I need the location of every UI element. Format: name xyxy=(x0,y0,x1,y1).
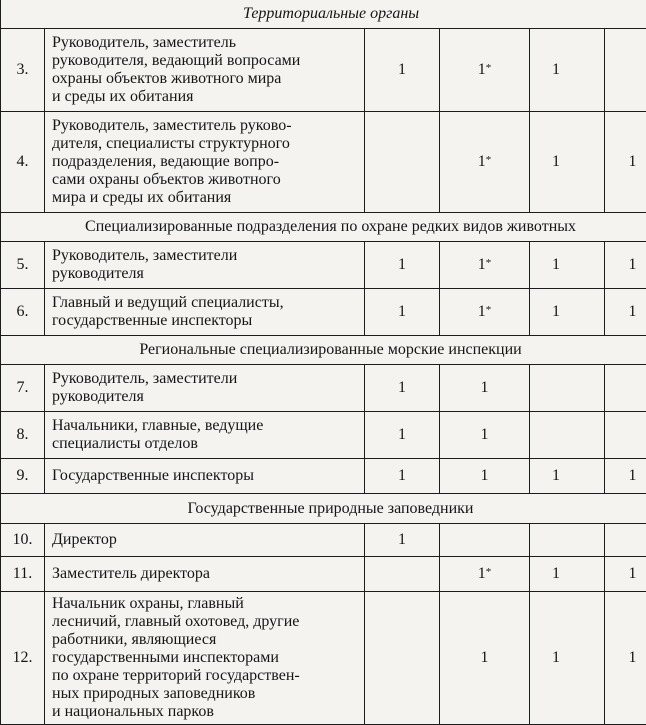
table-row xyxy=(1,459,646,494)
description-line: Заместитель директора xyxy=(52,565,360,583)
description-line: Начальник охраны, главный xyxy=(52,595,360,613)
row-description xyxy=(45,412,365,459)
value-cell-b xyxy=(440,592,530,725)
section-title xyxy=(1,213,646,242)
value-text: 1 xyxy=(478,565,486,582)
value-cell-c: 1 xyxy=(530,112,605,213)
row-number: 10. xyxy=(1,524,45,557)
value-cell-d xyxy=(605,365,646,412)
row-number: 8. xyxy=(1,412,45,459)
section-label: Государственные природные заповедники xyxy=(188,500,474,518)
value-cell-c: 1 xyxy=(530,29,605,112)
description-line: Руководитель, заместитель xyxy=(52,34,360,52)
value-text: 1 xyxy=(478,303,486,320)
value-cell-d xyxy=(605,524,646,557)
footnote-star: * xyxy=(486,566,492,578)
description-line: специалисты отделов xyxy=(52,435,360,453)
value-cell-a xyxy=(365,557,440,592)
value-cell-c xyxy=(530,524,605,557)
description-line: по охране территорий государствен- xyxy=(52,667,360,685)
value-cell-b xyxy=(440,29,530,112)
row-number: 3. xyxy=(1,29,45,112)
value-cell-a: 1 xyxy=(365,289,440,336)
value-cell-a: 1 xyxy=(365,242,440,289)
table-row xyxy=(1,112,646,213)
value-text: 1 xyxy=(478,153,486,170)
footnote-star: * xyxy=(486,257,492,269)
value-cell-d: 1 xyxy=(605,242,646,289)
value-cell-b xyxy=(440,524,530,557)
description-line: руководителя xyxy=(52,265,360,283)
value-cell-c: 1 xyxy=(530,242,605,289)
value-cell-c: 1 xyxy=(530,592,605,725)
value-text: 1 xyxy=(478,61,486,78)
value-cell-d xyxy=(605,29,646,112)
value-cell-a xyxy=(365,592,440,725)
row-description xyxy=(45,289,365,336)
description-line: охраны объектов животного мира xyxy=(52,70,360,88)
value-cell-a: 1 xyxy=(365,365,440,412)
row-description xyxy=(45,557,365,592)
value-cell-b xyxy=(440,557,530,592)
section-row xyxy=(1,494,646,524)
value-cell-d: 1 xyxy=(605,289,646,336)
value-text: 1 xyxy=(481,379,489,396)
value-cell-d xyxy=(605,412,646,459)
value-cell-b xyxy=(440,242,530,289)
value-text: 1 xyxy=(481,467,489,484)
value-cell-d: 1 xyxy=(605,459,646,494)
table-row xyxy=(1,29,646,112)
description-line: руководителя xyxy=(52,388,360,406)
description-line: Директор xyxy=(52,531,360,549)
value-text: 1 xyxy=(478,256,486,273)
value-cell-a: 1 xyxy=(365,524,440,557)
value-cell-b xyxy=(440,112,530,213)
description-line: Главный и ведущий специалисты, xyxy=(52,294,360,312)
description-line: Руководитель, заместитель руково- xyxy=(52,117,360,135)
section-label: Специализированные подразделения по охране редких видов животных xyxy=(85,218,576,236)
footnote-star: * xyxy=(486,304,492,316)
description-line: лесничий, главный охотовед, другие xyxy=(52,613,360,631)
row-number: 5. xyxy=(1,242,45,289)
value-cell-d: 1 xyxy=(605,112,646,213)
value-text: 1 xyxy=(481,426,489,443)
description-line: руководителя, ведающий вопросами xyxy=(52,52,360,70)
description-line: Руководитель, заместители xyxy=(52,247,360,265)
footnote-star: * xyxy=(486,62,492,74)
description-line: государственные инспекторы xyxy=(52,312,360,330)
section-title xyxy=(1,336,646,365)
row-description xyxy=(45,29,365,112)
table-row xyxy=(1,365,646,412)
table-row xyxy=(1,557,646,592)
value-cell-a: 1 xyxy=(365,459,440,494)
row-number: 4. xyxy=(1,112,45,213)
table-row xyxy=(1,242,646,289)
row-number: 12. xyxy=(1,592,45,725)
description-line: Начальники, главные, ведущие xyxy=(52,417,360,435)
value-cell-c: 1 xyxy=(530,459,605,494)
description-line: и национальных парков xyxy=(52,703,360,721)
value-cell-a: 1 xyxy=(365,29,440,112)
description-line: и среды их обитания xyxy=(52,88,360,106)
value-cell-c xyxy=(530,365,605,412)
row-number: 9. xyxy=(1,459,45,494)
value-text: 1 xyxy=(481,649,489,666)
value-cell-b xyxy=(440,459,530,494)
footnote-star: * xyxy=(486,154,492,166)
value-cell-c: 1 xyxy=(530,289,605,336)
row-description xyxy=(45,459,365,494)
description-line: Руководитель, заместители xyxy=(52,370,360,388)
description-line: сами охраны объектов животного xyxy=(52,171,360,189)
description-line: Государственные инспекторы xyxy=(52,467,360,485)
value-cell-b xyxy=(440,412,530,459)
value-cell-d: 1 xyxy=(605,592,646,725)
section-label: Территориальные органы xyxy=(31,5,419,23)
description-line: государственными инспекторами xyxy=(52,649,360,667)
section-title xyxy=(1,0,646,29)
value-cell-a: 1 xyxy=(365,412,440,459)
section-title xyxy=(1,494,646,524)
row-description xyxy=(45,242,365,289)
row-description xyxy=(45,112,365,213)
value-cell-b xyxy=(440,289,530,336)
table-row xyxy=(1,524,646,557)
row-number: 7. xyxy=(1,365,45,412)
table-row xyxy=(1,412,646,459)
row-number: 11. xyxy=(1,557,45,592)
value-cell-a xyxy=(365,112,440,213)
value-cell-c: 1 xyxy=(530,557,605,592)
description-line: работники, являющиеся xyxy=(52,631,360,649)
section-row xyxy=(1,336,646,365)
section-row xyxy=(1,0,646,29)
row-number: 6. xyxy=(1,289,45,336)
row-description xyxy=(45,524,365,557)
section-row xyxy=(1,213,646,242)
table-row xyxy=(1,289,646,336)
section-label: Региональные специализированные морские инспекции xyxy=(139,341,521,359)
description-line: подразделения, ведающие вопро- xyxy=(52,153,360,171)
value-cell-c xyxy=(530,412,605,459)
table-row xyxy=(1,592,646,725)
description-line: мира и среды их обитания xyxy=(52,189,360,207)
value-cell-b xyxy=(440,365,530,412)
description-line: дителя, специалисты структурного xyxy=(52,135,360,153)
row-description xyxy=(45,592,365,725)
row-description xyxy=(45,365,365,412)
value-cell-d: 1 xyxy=(605,557,646,592)
description-line: ных природных заповедников xyxy=(52,685,360,703)
